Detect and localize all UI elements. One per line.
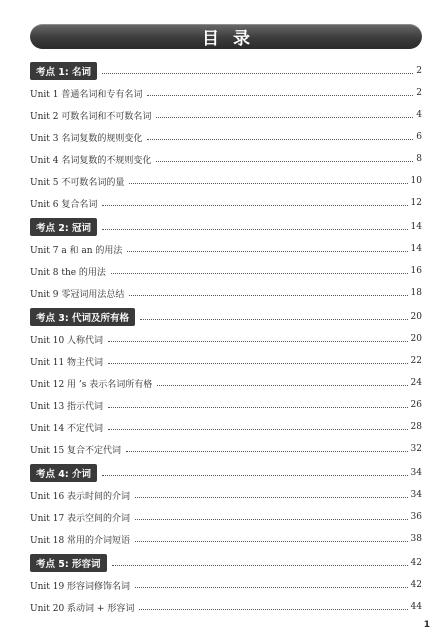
toc-section [30, 306, 422, 460]
leader-dots [135, 497, 407, 498]
entry-title: Unit 20 系动词 + 形容词 [30, 603, 135, 614]
entry-page-number: 38 [410, 534, 422, 544]
title-banner [30, 24, 422, 49]
leader-dots [139, 609, 407, 610]
entry-page-number: 4 [416, 110, 422, 120]
entry-title: Unit 19 形容词修饰名词 [30, 581, 131, 592]
entry-title: Unit 16 表示时间的介词 [30, 491, 131, 502]
entry-title: Unit 15 复合不定代词 [30, 445, 122, 456]
entry-title: Unit 6 复合名词 [30, 199, 98, 210]
section-page-number: 34 [410, 468, 422, 478]
section-page-number: 20 [410, 312, 422, 322]
leader-dots [156, 161, 413, 162]
toc-section [30, 552, 422, 618]
toc-entry[interactable] [30, 192, 422, 214]
entry-title: Unit 18 常用的介词短语 [30, 535, 131, 546]
entry-page-number: 14 [410, 244, 422, 254]
toc-entry[interactable] [30, 238, 422, 260]
toc-entry[interactable] [30, 170, 422, 192]
entry-page-number: 18 [410, 288, 422, 298]
toc-entry[interactable] [30, 484, 422, 506]
entry-title: Unit 9 零冠词用法总结 [30, 289, 125, 300]
toc-section [30, 60, 422, 214]
entry-title: Unit 11 物主代词 [30, 357, 104, 368]
entry-title: Unit 10 人称代词 [30, 335, 104, 346]
section-badge: 考点 3: 代词及所有格 [30, 308, 135, 326]
section-heading-row[interactable] [30, 216, 422, 238]
section-heading-row[interactable] [30, 552, 422, 574]
entry-title: Unit 4 名词复数的不规则变化 [30, 155, 152, 166]
entry-page-number: 8 [416, 154, 422, 164]
toc-entry[interactable] [30, 260, 422, 282]
leader-dots [156, 117, 413, 118]
entry-title: Unit 5 不可数名词的量 [30, 177, 125, 188]
leader-dots [135, 541, 407, 542]
section-heading-row[interactable] [30, 462, 422, 484]
toc-section [30, 462, 422, 550]
entry-page-number: 20 [410, 334, 422, 344]
toc-entry[interactable] [30, 328, 422, 350]
table-of-contents [30, 58, 422, 618]
leader-dots [135, 519, 407, 520]
section-heading-row[interactable] [30, 60, 422, 82]
toc-entry[interactable] [30, 350, 422, 372]
toc-entry[interactable] [30, 126, 422, 148]
entry-page-number: 42 [410, 580, 422, 590]
entry-page-number: 34 [410, 490, 422, 500]
entry-page-number: 22 [410, 356, 422, 366]
leader-dots [135, 587, 407, 588]
entry-page-number: 6 [416, 132, 422, 142]
toc-entry[interactable] [30, 438, 422, 460]
entry-page-number: 10 [410, 176, 422, 186]
toc-entry[interactable] [30, 596, 422, 618]
toc-entry[interactable] [30, 104, 422, 126]
entry-page-number: 16 [410, 266, 422, 276]
entry-title: Unit 2 可数名词和不可数名词 [30, 111, 152, 122]
section-badge: 考点 2: 冠词 [30, 218, 97, 236]
leader-dots [157, 385, 407, 386]
page-title: 目录 [202, 29, 264, 49]
toc-section [30, 216, 422, 304]
entry-page-number: 32 [410, 444, 422, 454]
entry-title: Unit 7 a 和 an 的用法 [30, 245, 123, 256]
toc-entry[interactable] [30, 394, 422, 416]
entry-title: Unit 8 the 的用法 [30, 267, 106, 278]
leader-dots [102, 205, 407, 206]
entry-page-number: 28 [410, 422, 422, 432]
entry-title: Unit 12 用 ’s 表示名词所有格 [30, 379, 153, 390]
entry-title: Unit 1 普通名词和专有名词 [30, 89, 143, 100]
entry-page-number: 26 [410, 400, 422, 410]
leader-dots [102, 475, 408, 476]
toc-entry[interactable] [30, 506, 422, 528]
toc-entry[interactable] [30, 82, 422, 104]
leader-dots [147, 95, 413, 96]
entry-title: Unit 13 指示代词 [30, 401, 104, 412]
leader-dots [147, 139, 413, 140]
leader-dots [126, 451, 407, 452]
section-badge: 考点 4: 介词 [30, 464, 97, 482]
toc-entry[interactable] [30, 528, 422, 550]
leader-dots [112, 565, 408, 566]
leader-dots [102, 73, 413, 74]
page-number: 1 [423, 620, 430, 630]
leader-dots [127, 251, 407, 252]
leader-dots [108, 407, 407, 408]
section-page-number: 14 [410, 222, 422, 232]
section-page-number: 42 [410, 558, 422, 568]
section-page-number: 2 [416, 66, 422, 76]
entry-page-number: 12 [410, 198, 422, 208]
section-badge: 考点 5: 形容词 [30, 554, 107, 572]
leader-dots [129, 183, 407, 184]
leader-dots [108, 363, 407, 364]
toc-entry[interactable] [30, 574, 422, 596]
leader-dots [129, 295, 407, 296]
entry-title: Unit 17 表示空间的介词 [30, 513, 131, 524]
leader-dots [102, 229, 408, 230]
toc-entry[interactable] [30, 372, 422, 394]
leader-dots [111, 273, 408, 274]
toc-entry[interactable] [30, 416, 422, 438]
leader-dots [140, 319, 408, 320]
entry-title: Unit 14 不定代词 [30, 423, 104, 434]
leader-dots [108, 429, 407, 430]
section-badge: 考点 1: 名词 [30, 62, 97, 80]
entry-page-number: 44 [410, 602, 422, 612]
entry-page-number: 24 [410, 378, 422, 388]
entry-page-number: 36 [410, 512, 422, 522]
leader-dots [108, 341, 407, 342]
entry-page-number: 2 [416, 88, 422, 98]
entry-title: Unit 3 名词复数的规则变化 [30, 133, 143, 144]
section-heading-row[interactable] [30, 306, 422, 328]
toc-entry[interactable] [30, 148, 422, 170]
toc-entry[interactable] [30, 282, 422, 304]
